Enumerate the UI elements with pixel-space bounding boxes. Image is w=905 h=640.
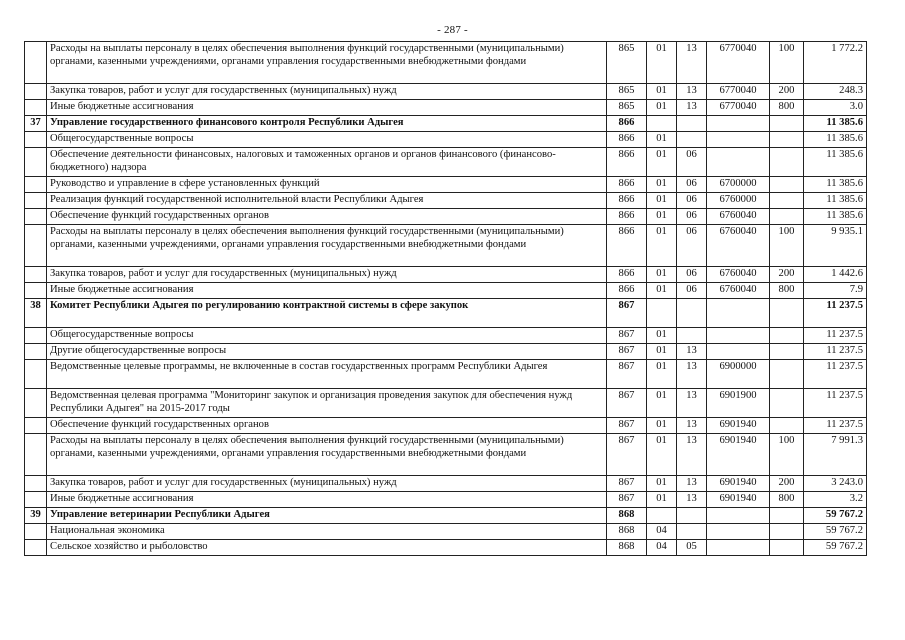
- subsection-code-cell: [677, 116, 707, 132]
- ved-code-cell: 867: [607, 328, 647, 344]
- table-row: [25, 492, 867, 508]
- row-number-cell: [25, 148, 47, 177]
- target-article-cell: [707, 116, 770, 132]
- subsection-code-cell: 06: [677, 267, 707, 283]
- amount-cell: 11 237.5: [804, 344, 867, 360]
- expense-type-cell: [770, 193, 804, 209]
- subsection-code-cell: 13: [677, 84, 707, 100]
- ved-code-cell: 865: [607, 42, 647, 84]
- subsection-code-cell: [677, 328, 707, 344]
- table-row: [25, 476, 867, 492]
- section-code-cell: 01: [647, 100, 677, 116]
- subsection-code-cell: 13: [677, 389, 707, 418]
- table-section-row: [25, 116, 867, 132]
- ved-code-cell: 866: [607, 267, 647, 283]
- target-article-cell: 6770040: [707, 100, 770, 116]
- ved-code-cell: 866: [607, 177, 647, 193]
- row-name-cell: Другие общегосударственные вопросы: [47, 344, 607, 360]
- subsection-code-cell: [677, 508, 707, 524]
- amount-cell: 7 991.3: [804, 434, 867, 476]
- target-article-cell: 6770040: [707, 42, 770, 84]
- section-code-cell: 04: [647, 540, 677, 556]
- target-article-cell: 6700000: [707, 177, 770, 193]
- ved-code-cell: 866: [607, 193, 647, 209]
- amount-cell: 11 237.5: [804, 418, 867, 434]
- ved-code-cell: 868: [607, 540, 647, 556]
- table-row: [25, 148, 867, 177]
- section-code-cell: 01: [647, 177, 677, 193]
- section-code-cell: 01: [647, 193, 677, 209]
- amount-cell: 59 767.2: [804, 524, 867, 540]
- subsection-code-cell: 13: [677, 492, 707, 508]
- amount-cell: 3 243.0: [804, 476, 867, 492]
- ved-code-cell: 866: [607, 225, 647, 267]
- subsection-code-cell: 13: [677, 344, 707, 360]
- target-article-cell: 6901900: [707, 389, 770, 418]
- table-row: [25, 418, 867, 434]
- target-article-cell: 6760040: [707, 209, 770, 225]
- subsection-code-cell: 13: [677, 476, 707, 492]
- subsection-code-cell: 06: [677, 209, 707, 225]
- row-number-cell: 39: [25, 508, 47, 524]
- section-code-cell: 01: [647, 267, 677, 283]
- row-number-cell: [25, 360, 47, 389]
- ved-code-cell: 867: [607, 418, 647, 434]
- expense-type-cell: [770, 389, 804, 418]
- ved-code-cell: 867: [607, 389, 647, 418]
- row-number-cell: [25, 524, 47, 540]
- amount-cell: 1 442.6: [804, 267, 867, 283]
- table-row: [25, 328, 867, 344]
- subsection-code-cell: 06: [677, 193, 707, 209]
- row-number-cell: 37: [25, 116, 47, 132]
- ved-code-cell: 866: [607, 148, 647, 177]
- section-code-cell: 01: [647, 360, 677, 389]
- row-name-cell: Расходы на выплаты персоналу в целях обеспечения выполнения функций государственными (муниципальными) органами, казенными учреждениями, органами управления государственными внебюджетными фондами: [47, 434, 607, 476]
- table-row: [25, 267, 867, 283]
- amount-cell: 11 385.6: [804, 116, 867, 132]
- table-row: [25, 225, 867, 267]
- row-name-cell: Расходы на выплаты персоналу в целях обеспечения выполнения функций государственными (муниципальными) органами, казенными учреждениями, органами управления государственными внебюджетными фондами: [47, 42, 607, 84]
- row-number-cell: [25, 100, 47, 116]
- row-name-cell: Сельское хозяйство и рыболовство: [47, 540, 607, 556]
- ved-code-cell: 866: [607, 116, 647, 132]
- target-article-cell: 6901940: [707, 418, 770, 434]
- subsection-code-cell: 06: [677, 283, 707, 299]
- row-number-cell: [25, 42, 47, 84]
- subsection-code-cell: 13: [677, 418, 707, 434]
- section-code-cell: 01: [647, 476, 677, 492]
- target-article-cell: 6760040: [707, 225, 770, 267]
- expense-type-cell: [770, 177, 804, 193]
- target-article-cell: [707, 132, 770, 148]
- expense-type-cell: [770, 344, 804, 360]
- ved-code-cell: 867: [607, 344, 647, 360]
- expense-type-cell: [770, 328, 804, 344]
- target-article-cell: [707, 540, 770, 556]
- amount-cell: 11 237.5: [804, 360, 867, 389]
- section-code-cell: 01: [647, 148, 677, 177]
- expense-type-cell: 200: [770, 84, 804, 100]
- row-number-cell: [25, 476, 47, 492]
- section-code-cell: [647, 116, 677, 132]
- target-article-cell: [707, 328, 770, 344]
- row-number-cell: [25, 418, 47, 434]
- row-name-cell: Иные бюджетные ассигнования: [47, 100, 607, 116]
- section-code-cell: [647, 508, 677, 524]
- amount-cell: 7.9: [804, 283, 867, 299]
- row-name-cell: Закупка товаров, работ и услуг для государственных (муниципальных) нужд: [47, 267, 607, 283]
- ved-code-cell: 867: [607, 434, 647, 476]
- table-row: [25, 209, 867, 225]
- section-code-cell: 01: [647, 84, 677, 100]
- amount-cell: 3.0: [804, 100, 867, 116]
- amount-cell: 1 772.2: [804, 42, 867, 84]
- row-name-cell: Иные бюджетные ассигнования: [47, 283, 607, 299]
- ved-code-cell: 868: [607, 508, 647, 524]
- section-code-cell: 01: [647, 389, 677, 418]
- row-number-cell: [25, 389, 47, 418]
- row-number-cell: [25, 209, 47, 225]
- section-code-cell: [647, 299, 677, 328]
- row-name-cell: Иные бюджетные ассигнования: [47, 492, 607, 508]
- ved-code-cell: 867: [607, 476, 647, 492]
- expense-type-cell: 200: [770, 476, 804, 492]
- expense-type-cell: [770, 418, 804, 434]
- amount-cell: 11 237.5: [804, 299, 867, 328]
- expense-type-cell: [770, 148, 804, 177]
- row-number-cell: [25, 344, 47, 360]
- row-name-cell: Обеспечение деятельности финансовых, налоговых и таможенных органов и органов финансового (финансово-бюджетного) надзора: [47, 148, 607, 177]
- expense-type-cell: 800: [770, 100, 804, 116]
- row-number-cell: 38: [25, 299, 47, 328]
- expense-type-cell: 800: [770, 283, 804, 299]
- expense-type-cell: [770, 524, 804, 540]
- target-article-cell: [707, 148, 770, 177]
- section-code-cell: 01: [647, 492, 677, 508]
- section-code-cell: 01: [647, 132, 677, 148]
- subsection-code-cell: 13: [677, 434, 707, 476]
- amount-cell: 11 385.6: [804, 209, 867, 225]
- table-row: [25, 132, 867, 148]
- row-number-cell: [25, 492, 47, 508]
- row-number-cell: [25, 84, 47, 100]
- table-row: [25, 84, 867, 100]
- amount-cell: 11 237.5: [804, 328, 867, 344]
- expense-type-cell: 100: [770, 42, 804, 84]
- expense-type-cell: 800: [770, 492, 804, 508]
- expense-type-cell: [770, 299, 804, 328]
- row-number-cell: [25, 177, 47, 193]
- amount-cell: 248.3: [804, 84, 867, 100]
- subsection-code-cell: 13: [677, 100, 707, 116]
- table-row: [25, 177, 867, 193]
- subsection-code-cell: 13: [677, 360, 707, 389]
- expense-type-cell: [770, 508, 804, 524]
- section-code-cell: 01: [647, 328, 677, 344]
- table-section-row: [25, 299, 867, 328]
- target-article-cell: 6900000: [707, 360, 770, 389]
- amount-cell: 11 237.5: [804, 389, 867, 418]
- budget-table: [24, 41, 867, 556]
- row-number-cell: [25, 267, 47, 283]
- page-number: - 287 -: [437, 24, 468, 36]
- target-article-cell: 6760040: [707, 283, 770, 299]
- row-name-cell: Закупка товаров, работ и услуг для государственных (муниципальных) нужд: [47, 476, 607, 492]
- target-article-cell: [707, 299, 770, 328]
- expense-type-cell: 100: [770, 225, 804, 267]
- ved-code-cell: 865: [607, 84, 647, 100]
- amount-cell: 11 385.6: [804, 132, 867, 148]
- ved-code-cell: 866: [607, 283, 647, 299]
- ved-code-cell: 865: [607, 100, 647, 116]
- row-name-cell: Национальная экономика: [47, 524, 607, 540]
- target-article-cell: 6901940: [707, 492, 770, 508]
- row-name-cell: Комитет Республики Адыгея по регулированию контрактной системы в сфере закупок: [47, 299, 607, 328]
- row-number-cell: [25, 328, 47, 344]
- ved-code-cell: 867: [607, 360, 647, 389]
- row-name-cell: Ведомственная целевая программа "Мониторинг закупок и организация проведения закупок для обеспечения нужд Республики Адыгея" на 2015-2017 годы: [47, 389, 607, 418]
- row-name-cell: Общегосударственные вопросы: [47, 328, 607, 344]
- row-name-cell: Закупка товаров, работ и услуг для государственных (муниципальных) нужд: [47, 84, 607, 100]
- expense-type-cell: [770, 209, 804, 225]
- row-name-cell: Ведомственные целевые программы, не включенные в состав государственных программ Республики Адыгея: [47, 360, 607, 389]
- section-code-cell: 04: [647, 524, 677, 540]
- target-article-cell: 6901940: [707, 476, 770, 492]
- row-name-cell: Расходы на выплаты персоналу в целях обеспечения выполнения функций государственными (муниципальными) органами, казенными учреждениями, органами управления государственными внебюджетными фондами: [47, 225, 607, 267]
- table-row: [25, 389, 867, 418]
- row-number-cell: [25, 283, 47, 299]
- section-code-cell: 01: [647, 209, 677, 225]
- ved-code-cell: 867: [607, 492, 647, 508]
- amount-cell: 3.2: [804, 492, 867, 508]
- row-name-cell: Управление ветеринарии Республики Адыгея: [47, 508, 607, 524]
- subsection-code-cell: 05: [677, 540, 707, 556]
- section-code-cell: 01: [647, 434, 677, 476]
- expense-type-cell: 200: [770, 267, 804, 283]
- amount-cell: 11 385.6: [804, 177, 867, 193]
- row-name-cell: Обеспечение функций государственных органов: [47, 418, 607, 434]
- table-row: [25, 434, 867, 476]
- target-article-cell: [707, 524, 770, 540]
- row-number-cell: [25, 434, 47, 476]
- row-name-cell: Руководство и управление в сфере установленных функций: [47, 177, 607, 193]
- target-article-cell: 6760040: [707, 267, 770, 283]
- row-number-cell: [25, 225, 47, 267]
- amount-cell: 59 767.2: [804, 508, 867, 524]
- table-section-row: [25, 508, 867, 524]
- target-article-cell: 6770040: [707, 84, 770, 100]
- ved-code-cell: 866: [607, 132, 647, 148]
- row-number-cell: [25, 193, 47, 209]
- expense-type-cell: [770, 116, 804, 132]
- subsection-code-cell: [677, 132, 707, 148]
- table-row: [25, 360, 867, 389]
- expense-type-cell: 100: [770, 434, 804, 476]
- target-article-cell: 6760000: [707, 193, 770, 209]
- section-code-cell: 01: [647, 418, 677, 434]
- expense-type-cell: [770, 540, 804, 556]
- table-row: [25, 100, 867, 116]
- ved-code-cell: 867: [607, 299, 647, 328]
- ved-code-cell: 866: [607, 209, 647, 225]
- amount-cell: 9 935.1: [804, 225, 867, 267]
- subsection-code-cell: 06: [677, 177, 707, 193]
- section-code-cell: 01: [647, 344, 677, 360]
- amount-cell: 11 385.6: [804, 193, 867, 209]
- table-row: [25, 524, 867, 540]
- amount-cell: 59 767.2: [804, 540, 867, 556]
- section-code-cell: 01: [647, 225, 677, 267]
- row-number-cell: [25, 540, 47, 556]
- ved-code-cell: 868: [607, 524, 647, 540]
- table-row: [25, 193, 867, 209]
- subsection-code-cell: 06: [677, 225, 707, 267]
- amount-cell: 11 385.6: [804, 148, 867, 177]
- subsection-code-cell: 13: [677, 42, 707, 84]
- target-article-cell: [707, 508, 770, 524]
- table-body: [25, 42, 867, 556]
- subsection-code-cell: [677, 299, 707, 328]
- row-name-cell: Управление государственного финансового контроля Республики Адыгея: [47, 116, 607, 132]
- section-code-cell: 01: [647, 283, 677, 299]
- row-number-cell: [25, 132, 47, 148]
- subsection-code-cell: [677, 524, 707, 540]
- subsection-code-cell: 06: [677, 148, 707, 177]
- table-row: [25, 42, 867, 84]
- row-name-cell: Реализация функций государственной исполнительной власти Республики Адыгея: [47, 193, 607, 209]
- target-article-cell: [707, 344, 770, 360]
- row-name-cell: Общегосударственные вопросы: [47, 132, 607, 148]
- expense-type-cell: [770, 132, 804, 148]
- target-article-cell: 6901940: [707, 434, 770, 476]
- section-code-cell: 01: [647, 42, 677, 84]
- row-name-cell: Обеспечение функций государственных органов: [47, 209, 607, 225]
- expense-type-cell: [770, 360, 804, 389]
- table-row: [25, 283, 867, 299]
- table-row: [25, 540, 867, 556]
- table-row: [25, 344, 867, 360]
